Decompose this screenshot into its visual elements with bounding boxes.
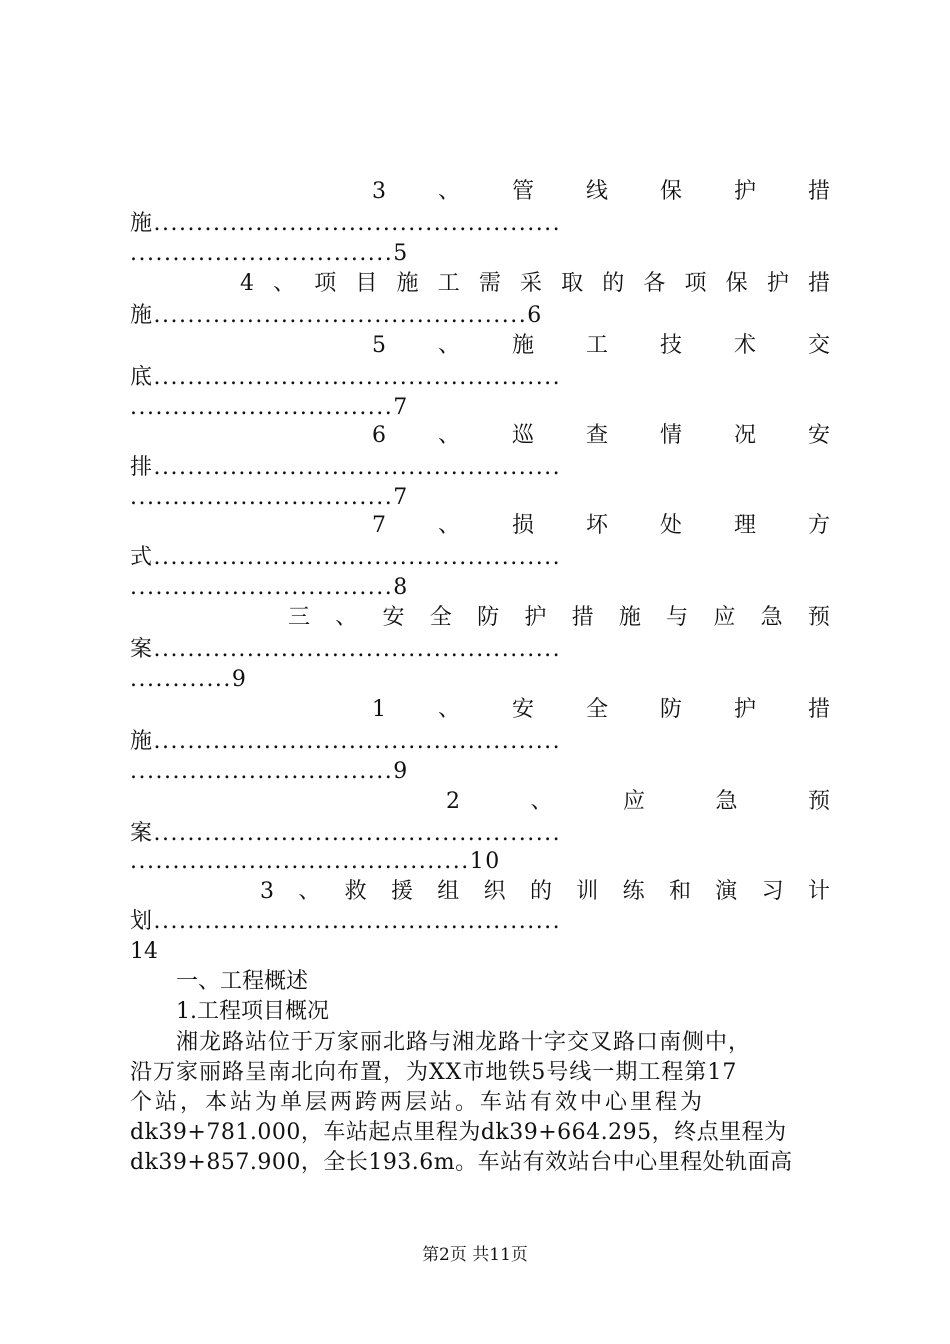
toc-entry-heading: 5 、 施 工 技 术 交	[372, 333, 830, 358]
toc-entry-leader: 案................................................	[130, 821, 562, 846]
toc-entry-page: ...............................7	[130, 395, 409, 420]
toc-entry-heading: 3 、 救 援 组 织 的 训 练 和 演 习 计	[260, 879, 830, 904]
toc-entry-heading: 1 、 安 全 防 护 措	[372, 697, 830, 722]
toc-entry-heading: 6 、 巡 查 情 况 安	[372, 423, 830, 448]
toc-entry-page: ........................................10	[130, 849, 501, 874]
toc-entry-heading: 2 、 应 急 预	[446, 789, 830, 814]
body-line: dk39+857.900，全长193.6m。车站有效站台中心里程处轨面高	[130, 1150, 793, 1175]
body-paragraph	[130, 1028, 830, 1178]
toc-entry-page: ...............................9	[130, 759, 409, 784]
toc-entry-heading: 7 、 损 坏 处 理 方	[372, 513, 830, 538]
toc-entry-leader: 施................................................	[130, 729, 562, 754]
subsection-title: 1.工程项目概况	[176, 999, 329, 1024]
toc-entry-leader: 施................................................	[130, 211, 562, 236]
toc-entry-page: ............9	[130, 667, 248, 692]
toc-entry-page: ...............................8	[130, 575, 409, 600]
toc-entry-leader: 底................................................	[130, 365, 562, 390]
toc-entry-page: ...............................7	[130, 485, 409, 510]
body-line: 沿万家丽路呈南北向布置，为XX市地铁5号线一期工程第17	[130, 1060, 738, 1085]
toc-entry-page: 14	[130, 939, 158, 964]
body-line: dk39+781.000，车站起点里程为dk39+664.295，终点里程为	[130, 1120, 787, 1145]
page-footer: 第2页 共11页	[422, 1245, 528, 1265]
toc-entry-heading: 三 、 安 全 防 护 措 施 与 应 急 预	[288, 605, 830, 630]
toc-entry-leader: 施............................................6	[130, 303, 543, 328]
section-title: 一、工程概述	[176, 969, 309, 994]
toc-entry-leader: 划................................................	[130, 909, 562, 934]
toc-entry-heading: 3 、 管 线 保 护 措	[372, 179, 830, 204]
body-line: 湘龙路站位于万家丽北路与湘龙路十字交叉路口南侧中，	[176, 1030, 752, 1055]
body-line: 个站，本站为单层两跨两层站。车站有效中心里程为	[130, 1090, 706, 1115]
toc-entry-leader: 式................................................	[130, 545, 562, 570]
toc-entry-heading: 4 、 项 目 施 工 需 采 取 的 各 项 保 护 措	[240, 271, 830, 296]
toc-entry-page: ...............................5	[130, 241, 409, 266]
toc-entry-leader: 案................................................	[130, 637, 562, 662]
toc-entry-leader: 排................................................	[130, 455, 562, 480]
